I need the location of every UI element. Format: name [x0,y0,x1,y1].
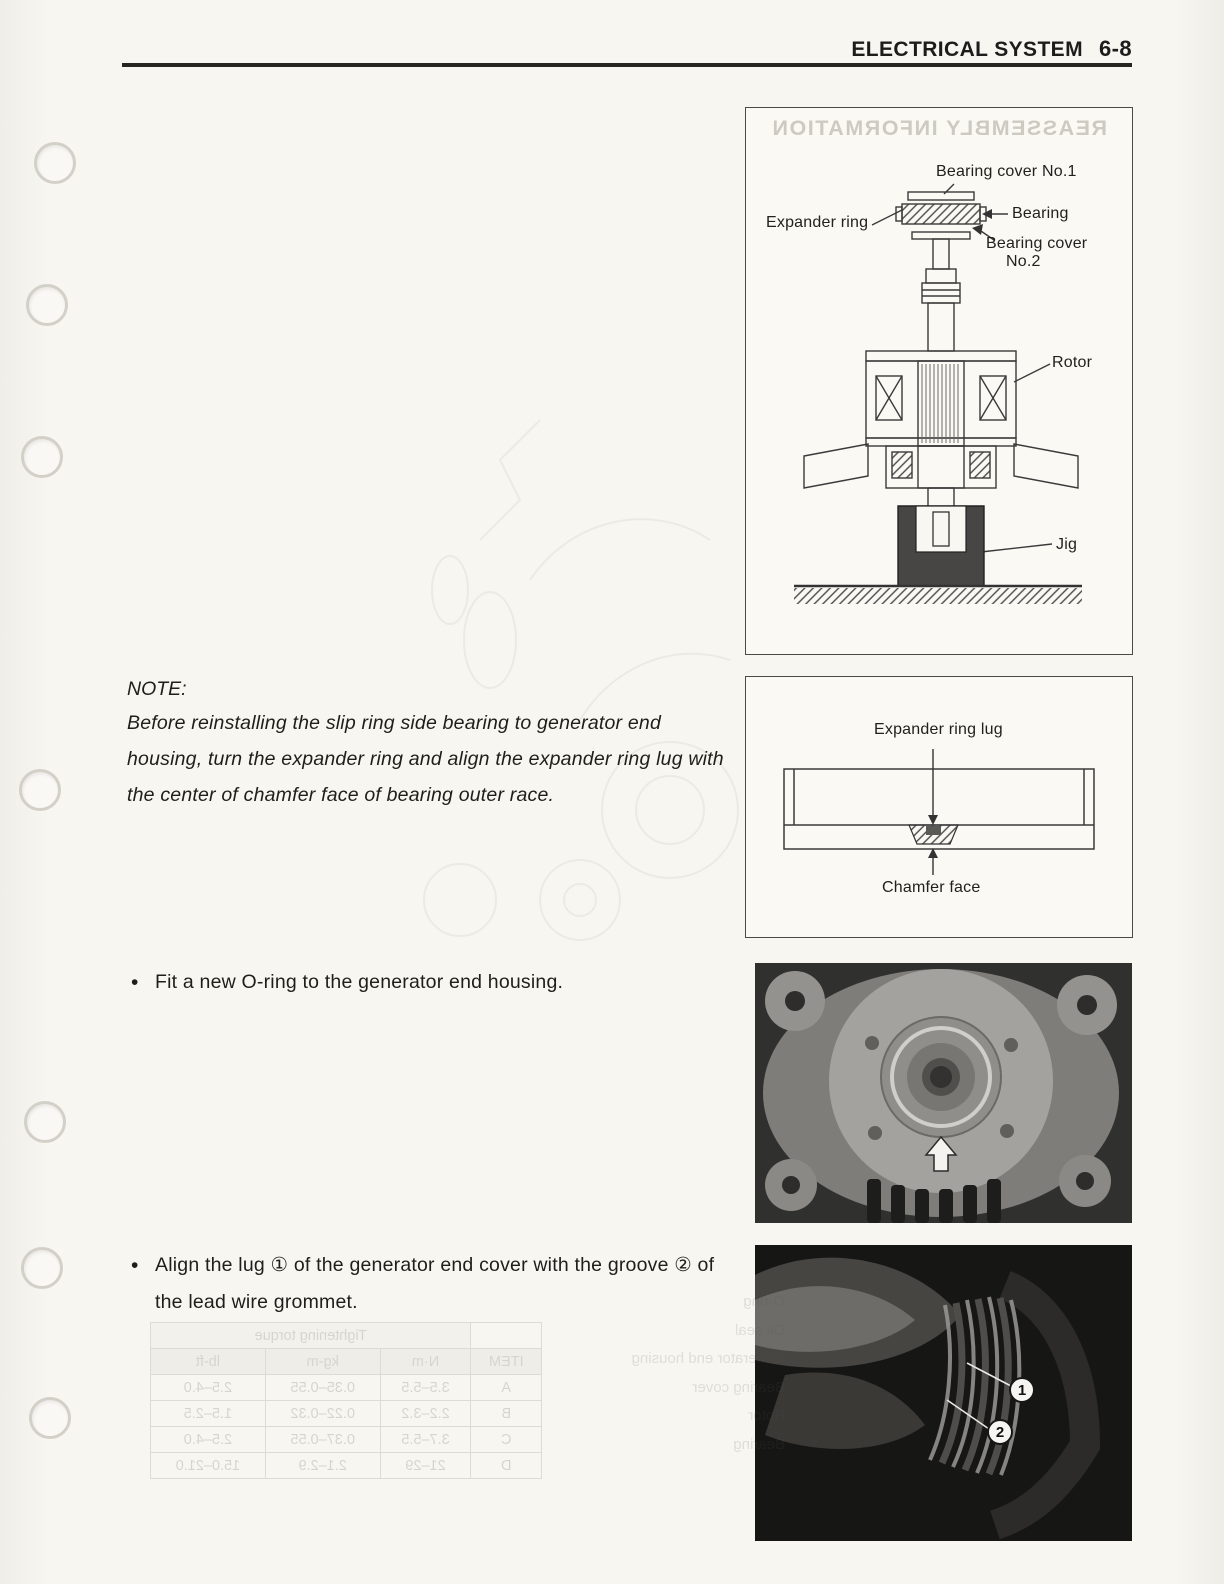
step-fit-oring [127,964,767,1001]
bleed-through-title: REASSEMBLY INFORMATION [771,116,1108,140]
bleed-table-cell: 3.5–5.5 [380,1375,471,1401]
figure-expander-lug [745,676,1133,938]
photo-oring-housing [755,963,1132,1223]
binder-hole [29,1397,71,1439]
bleed-table-cell: A [471,1375,542,1401]
bleed-table-header: N·m [380,1349,471,1375]
label-expander-ring: Expander ring [766,214,869,231]
step-align-lug [127,1247,739,1321]
bleed-part: Bearing cover [692,1378,785,1396]
binder-hole [21,1247,63,1289]
binder-hole [24,1101,66,1143]
bleed-table-cell: 0.37–0.55 [265,1427,380,1453]
bleed-table-cell: C [471,1427,542,1453]
note-block [127,678,733,813]
bleed-through-sketch [330,340,790,1000]
bleed-table-cell: 2.5–4.0 [151,1375,266,1401]
bleed-table-header: lb-ft [151,1349,266,1375]
binder-hole [21,436,63,478]
bleed-table-cell: 1.5–2.5 [151,1401,266,1427]
figure-rotor-press [745,107,1133,655]
label-bearing-cover-no1: Bearing cover No.1 [936,163,1077,180]
bleed-table-header: kg-m [265,1349,380,1375]
bleed-table-header: ITEM [471,1349,542,1375]
bleed-table-cell: 2.2–3.2 [380,1401,471,1427]
note-text: Before reinstalling the slip ring side bearing to generator end housing, turn the expander ring and align the expander ring lug with the center of chamfer face of bearing outer race. [127,712,724,806]
bleed-part: Generator end housing [631,1350,785,1367]
bleed-table-cell: B [471,1401,542,1427]
bleed-part: seal [734,1321,763,1339]
binder-hole [34,142,76,184]
bleed-table-cell [471,1323,542,1349]
binder-hole [19,769,61,811]
header-rule [122,63,1132,67]
label-expander-ring-lug: Expander ring lug [874,721,1003,738]
bleed-table-cell: D [471,1453,542,1479]
bleed-table-cell: 0.22–0.32 [265,1401,380,1427]
photo-end-cover-grommet [755,1245,1132,1541]
photo-end-cover-image [755,1245,1132,1541]
step-align-lug-text: Align the lug ① of the generator end cover with the groove ② of the lead wire grommet. [155,1254,715,1313]
page-header [560,36,1132,62]
callout-2: 2 [987,1419,1013,1445]
expander-lug-diagram [746,677,1134,939]
label-chamfer-face: Chamfer face [882,879,981,896]
bleed-table-cell: 21–29 [380,1453,471,1479]
bleed-table-cell: 2.5–4.0 [151,1427,266,1453]
rotor-press-diagram [746,108,1134,656]
binder-hole [26,284,68,326]
label-rotor: Rotor [1052,354,1093,371]
label-jig: Jig [1056,536,1078,553]
page-number: 6-8 [1099,36,1132,61]
bleed-table-cell: 15.0–21.0 [151,1453,266,1479]
header-title: ELECTRICAL SYSTEM [851,38,1083,61]
callout-1: 1 [1009,1377,1035,1403]
note-label: NOTE: [127,678,187,700]
label-bearing: Bearing [1012,205,1069,222]
bleed-table-caption: Tightening torque [151,1323,471,1349]
bleed-table-cell: 2.1–2.9 [265,1453,380,1479]
label-bearing-cover-no2: Bearing cover No.2 [986,235,1088,270]
step-fit-oring-text: Fit a new O-ring to the generator end housing. [155,971,564,993]
bleed-table-cell: 3.7–5.5 [380,1427,471,1453]
photo-oring-housing-image [755,963,1132,1223]
bleed-through-table [150,1322,542,1479]
bleed-table-cell: 0.35–0.55 [265,1375,380,1401]
